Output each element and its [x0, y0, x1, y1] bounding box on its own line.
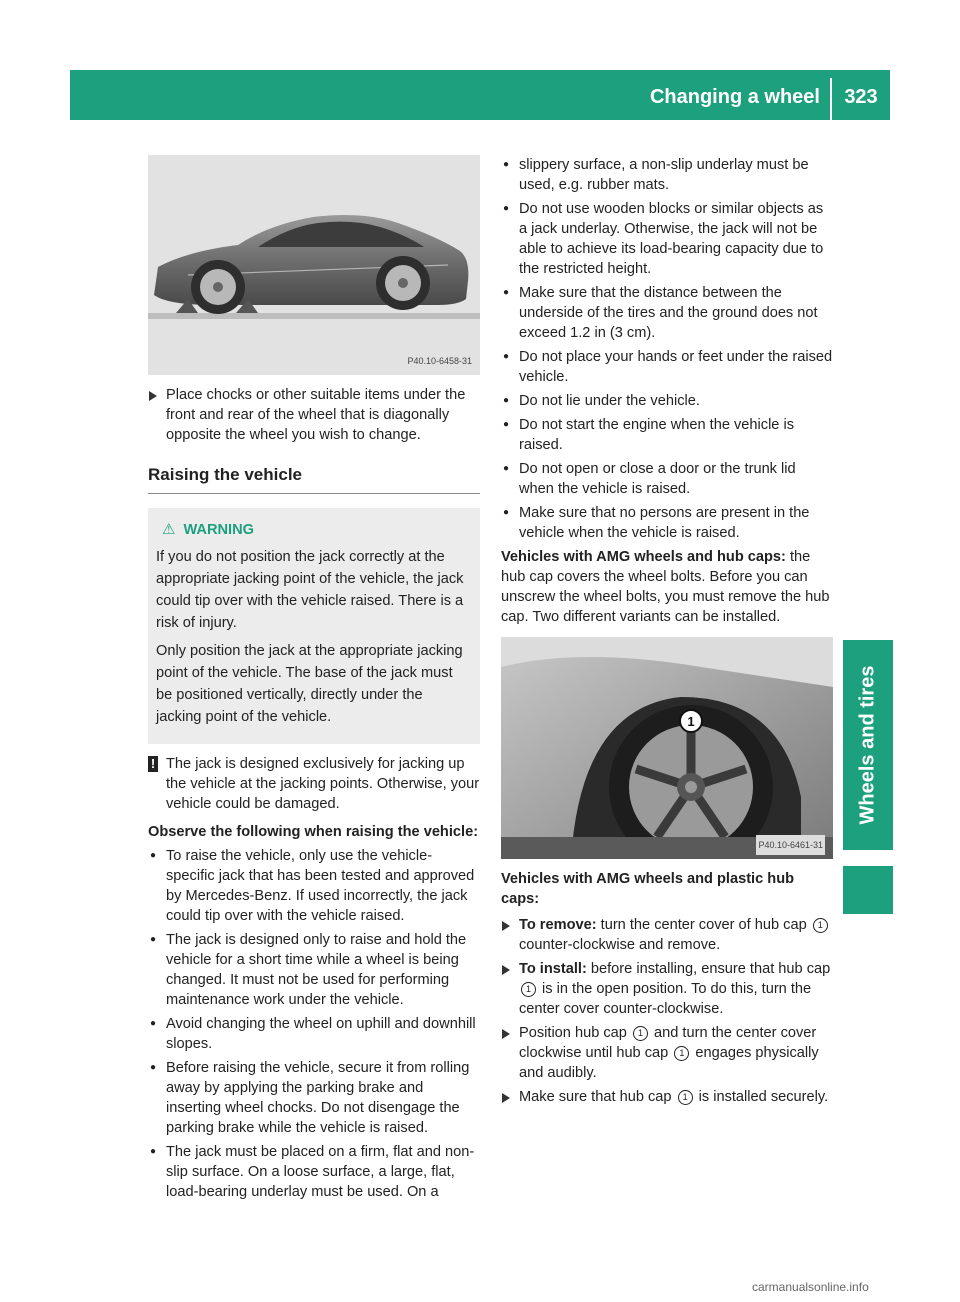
section-title-raising: Raising the vehicle — [148, 465, 480, 494]
callout-1-icon: 1 — [633, 1026, 648, 1041]
side-section-tab — [843, 640, 893, 850]
plastic-hubcap-heading: Vehicles with AMG wheels and plastic hub caps: — [501, 871, 795, 907]
position-text: Position hub cap — [519, 1025, 631, 1041]
step-make-sure-installed — [501, 1087, 833, 1107]
warning-box — [148, 508, 480, 744]
list-item: ● The jack is designed only to raise and hold the vehicle for a short time while a wheel is being changed. It must not be used for performing maintenance work under the vehicle. — [148, 930, 480, 1010]
list-item: ● To raise the vehicle, only use the vehicle-specific jack that has been tested and approved by Mercedes-Benz. If used incorrectly, the jack could tip over with the vehicle raised. — [148, 846, 480, 926]
list-item: ● Do not use wooden blocks or similar objects as a jack underlay. Otherwise, the jack will not be able to achieve its load-bearing capacity due to the restricted height. — [501, 199, 833, 279]
list-item: ● Do not open or close a door or the trunk lid when the vehicle is raised. — [501, 459, 833, 499]
note-text: The jack is designed exclusively for jacking up the vehicle at the jacking points. Otherwise, your vehicle could be damaged. — [166, 756, 480, 812]
footer-watermark[interactable]: carmanualsonline.info — [752, 1280, 869, 1294]
list-item: ● Make sure that the distance between the underside of the tires and the ground does not exceed 1.2 in (3 cm). — [501, 283, 833, 343]
callout-1-icon: 1 — [813, 918, 828, 933]
warning-triangle-icon: ⚠ — [162, 521, 176, 538]
install-text-end: is in the open position. To do this, turn the center cover counter-clockwise. — [519, 981, 812, 1017]
page-header — [70, 70, 890, 120]
make-sure-text-end: is installed securely. — [694, 1089, 829, 1105]
step-position-hubcap — [501, 1023, 833, 1083]
left-column — [148, 155, 480, 1202]
figure-code: P40.10-6461-31 — [756, 835, 825, 855]
damage-note — [148, 754, 480, 814]
side-section-label: Wheels and tires — [856, 665, 879, 825]
remove-text-end: counter-clockwise and remove. — [519, 937, 721, 953]
page-number: 323 — [844, 86, 878, 108]
callout-label: 1 — [687, 714, 695, 729]
list-item-continuation — [501, 155, 833, 195]
car-side-illustration — [148, 155, 480, 375]
warning-paragraph-1: If you do not position the jack correctly at the appropriate jacking point of the vehicle, the jack could tip over with the vehicle raised. There is a risk of injury. — [156, 549, 464, 631]
list-item: ● Do not lie under the vehicle. — [501, 391, 833, 411]
list-item: ● The jack must be placed on a firm, flat and non-slip surface. On a loose surface, a large, flat, load-bearing underlay must be used. On a — [148, 1142, 480, 1202]
wheel-hubcap-figure — [501, 637, 833, 859]
observe-heading: Observe the following when raising the vehicle: — [148, 824, 479, 840]
list-item: ● Avoid changing the wheel on uphill and downhill slopes. — [148, 1014, 480, 1054]
step-to-install — [501, 959, 833, 1019]
step-place-chocks: Place chocks or other suitable items under the front and rear of the wheel that is diagonally opposite the wheel you wish to change. — [148, 385, 480, 445]
make-sure-text: Make sure that hub cap — [519, 1089, 676, 1105]
warning-header — [162, 520, 472, 540]
amg-heading: Vehicles with AMG wheels and hub caps: — [501, 549, 786, 565]
exclamation-icon: ! — [148, 756, 158, 772]
remove-text: turn the center cover of hub cap — [596, 917, 811, 933]
install-text: before installing, ensure that hub cap — [586, 961, 831, 977]
car-jacking-figure — [148, 155, 480, 375]
warning-title: WARNING — [183, 522, 254, 538]
list-item: ● Make sure that no persons are present in the vehicle when the vehicle is raised. — [501, 503, 833, 543]
callout-1-icon: 1 — [678, 1090, 693, 1105]
callout-1-icon: 1 — [521, 982, 536, 997]
figure-code: P40.10-6458-31 — [407, 356, 472, 366]
list-item: ● Before raising the vehicle, secure it from rolling away by applying the parking brake and inserting wheel chocks. Do not disengage the parking brake while the vehicle is raised. — [148, 1058, 480, 1138]
warning-paragraph-2: Only position the jack at the appropriate jacking point of the vehicle. The base of the jack must be positioned vertically, directly under the jacking point of the vehicle. — [156, 643, 463, 725]
wheel-illustration — [501, 637, 833, 859]
right-column — [501, 155, 833, 1107]
position-text-end: engages physically and audibly. — [519, 1045, 819, 1081]
install-label: To install: — [519, 961, 587, 977]
position-text-mid: and turn the center cover clockwise until hub cap — [519, 1025, 817, 1061]
step-to-remove — [501, 915, 833, 955]
amg-hubcap-paragraph — [501, 547, 833, 627]
callout-1-icon: 1 — [674, 1046, 689, 1061]
list-item: ● Do not place your hands or feet under the raised vehicle. — [501, 347, 833, 387]
chapter-title: Changing a wheel — [649, 86, 820, 108]
continuation-text: slippery surface, a non-slip underlay must be used, e.g. rubber mats. — [519, 157, 809, 193]
side-marker — [843, 866, 893, 914]
remove-label: To remove: — [519, 917, 597, 933]
list-item: ● Do not start the engine when the vehicle is raised. — [501, 415, 833, 455]
amg-text: the hub cap covers the wheel bolts. Before you can unscrew the wheel bolts, you must remove the hub cap. Two different variants can be installed. — [501, 549, 830, 625]
